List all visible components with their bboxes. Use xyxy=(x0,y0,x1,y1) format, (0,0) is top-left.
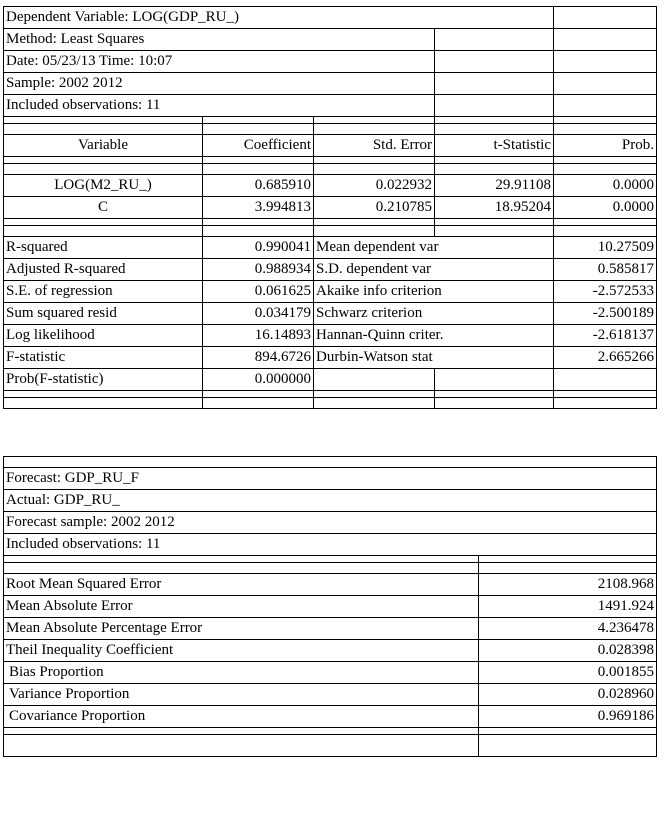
stat-label: Log likelihood xyxy=(4,325,203,347)
metric-value: 0.001855 xyxy=(479,662,657,684)
stat-label: F-statistic xyxy=(4,347,203,369)
stat-value: 0.988934 xyxy=(203,259,314,281)
stat-value: 0.000000 xyxy=(203,369,314,391)
metric-label: Mean Absolute Error xyxy=(4,596,479,618)
regression-output-table xyxy=(3,6,657,409)
table-row xyxy=(4,175,657,197)
t-statistic-value: 18.95204 xyxy=(435,197,554,219)
forecast-observations-line: Included observations: 11 xyxy=(4,534,657,556)
prob-value: 0.0000 xyxy=(554,197,657,219)
table-row xyxy=(4,618,657,640)
std-error-value: 0.210785 xyxy=(314,197,435,219)
coefficient-value: 0.685910 xyxy=(203,175,314,197)
variable-name: LOG(M2_RU_) xyxy=(4,175,203,197)
table-row xyxy=(4,706,657,728)
stat-value: 0.034179 xyxy=(203,303,314,325)
metric-label: Variance Proportion xyxy=(4,684,479,706)
stat-label: Adjusted R-squared xyxy=(4,259,203,281)
stats-row xyxy=(4,259,657,281)
t-statistic-value: 29.91108 xyxy=(435,175,554,197)
stat-value-2: -2.618137 xyxy=(554,325,657,347)
metric-value: 0.028960 xyxy=(479,684,657,706)
column-header-prob: Prob. xyxy=(554,135,657,157)
std-error-value: 0.022932 xyxy=(314,175,435,197)
observations-line: Included observations: 11 xyxy=(4,95,435,117)
metric-value: 2108.968 xyxy=(479,574,657,596)
stats-row xyxy=(4,347,657,369)
method-line: Method: Least Squares xyxy=(4,29,435,51)
actual-name-line: Actual: GDP_RU_ xyxy=(4,490,657,512)
stat-label: Prob(F-statistic) xyxy=(4,369,203,391)
metric-value: 4.236478 xyxy=(479,618,657,640)
stat-label-2: Akaike info criterion xyxy=(314,281,554,303)
table-row xyxy=(4,574,657,596)
stats-row xyxy=(4,237,657,259)
metric-value: 0.969186 xyxy=(479,706,657,728)
forecast-name-line: Forecast: GDP_RU_F xyxy=(4,468,657,490)
forecast-evaluation-table xyxy=(3,456,657,757)
stat-value: 0.061625 xyxy=(203,281,314,303)
coefficient-value: 3.994813 xyxy=(203,197,314,219)
stat-label-2: Durbin-Watson stat xyxy=(314,347,554,369)
stat-value-2: -2.500189 xyxy=(554,303,657,325)
stat-label-2: Mean dependent var xyxy=(314,237,554,259)
column-header-coefficient: Coefficient xyxy=(203,135,314,157)
stat-value-2: 2.665266 xyxy=(554,347,657,369)
metric-value: 1491.924 xyxy=(479,596,657,618)
metric-label: Covariance Proportion xyxy=(4,706,479,728)
prob-value: 0.0000 xyxy=(554,175,657,197)
stat-value-2: 10.27509 xyxy=(554,237,657,259)
sample-line: Sample: 2002 2012 xyxy=(4,73,435,95)
variable-name: C xyxy=(4,197,203,219)
stats-row xyxy=(4,303,657,325)
stat-label-2: Hannan-Quinn criter. xyxy=(314,325,554,347)
column-header-t-statistic: t-Statistic xyxy=(435,135,554,157)
stat-label: S.E. of regression xyxy=(4,281,203,303)
metric-label: Theil Inequality Coefficient xyxy=(4,640,479,662)
stat-value: 16.14893 xyxy=(203,325,314,347)
column-header-variable: Variable xyxy=(4,135,203,157)
stats-row xyxy=(4,281,657,303)
stat-label-2: Schwarz criterion xyxy=(314,303,554,325)
stat-label: Sum squared resid xyxy=(4,303,203,325)
stats-row xyxy=(4,325,657,347)
stat-value: 0.990041 xyxy=(203,237,314,259)
metric-label: Mean Absolute Percentage Error xyxy=(4,618,479,640)
stat-label-2: S.D. dependent var xyxy=(314,259,554,281)
dependent-variable-line: Dependent Variable: LOG(GDP_RU_) xyxy=(4,7,554,29)
table-row xyxy=(4,662,657,684)
stat-label: R-squared xyxy=(4,237,203,259)
stat-value-2: 0.585817 xyxy=(554,259,657,281)
stat-value-2: -2.572533 xyxy=(554,281,657,303)
table-row xyxy=(4,684,657,706)
table-row xyxy=(4,596,657,618)
stats-row xyxy=(4,369,657,391)
forecast-sample-line: Forecast sample: 2002 2012 xyxy=(4,512,657,534)
metric-label: Root Mean Squared Error xyxy=(4,574,479,596)
table-row xyxy=(4,197,657,219)
column-header-std-error: Std. Error xyxy=(314,135,435,157)
table-row xyxy=(4,640,657,662)
metric-label: Bias Proportion xyxy=(4,662,479,684)
metric-value: 0.028398 xyxy=(479,640,657,662)
date-line: Date: 05/23/13 Time: 10:07 xyxy=(4,51,435,73)
stat-value: 894.6726 xyxy=(203,347,314,369)
